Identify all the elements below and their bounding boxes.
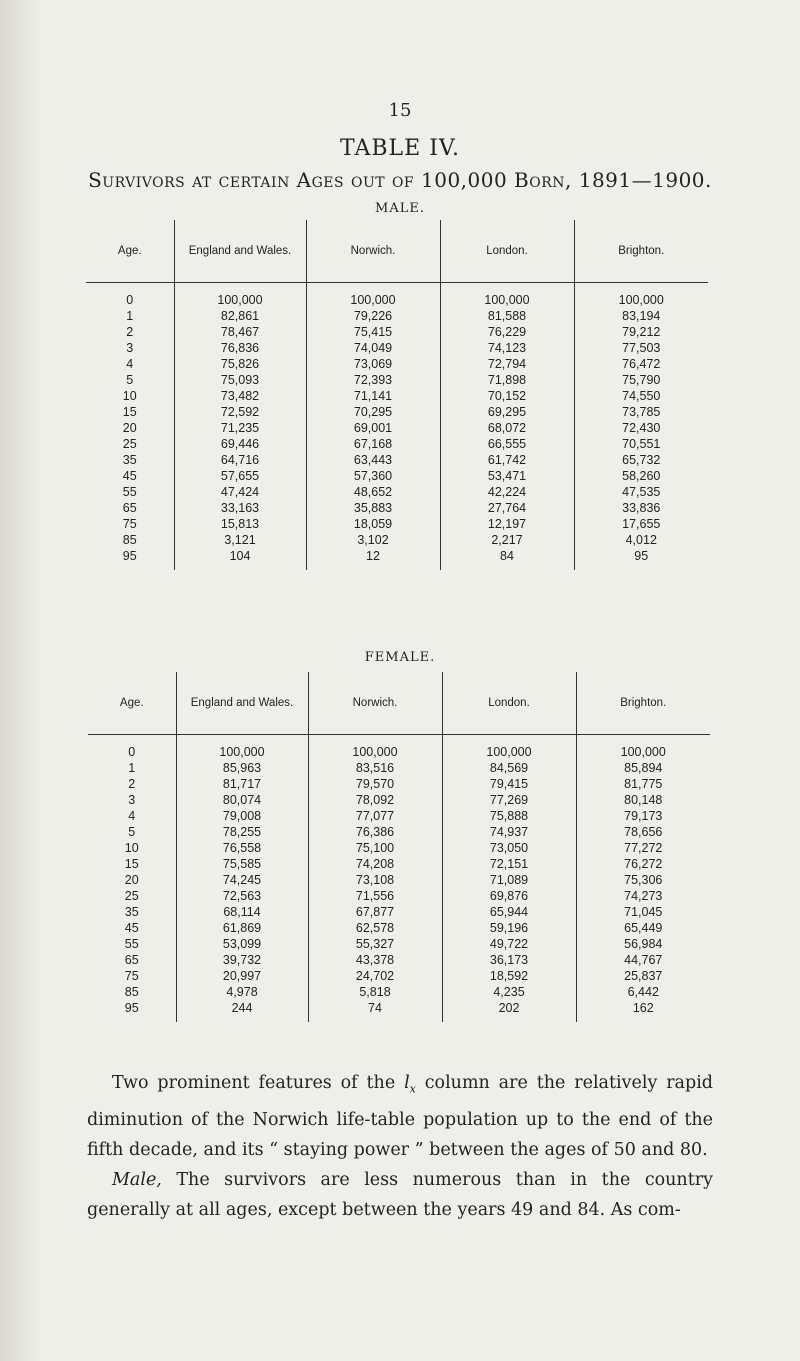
male-header-col-2: Norwich. (306, 220, 440, 283)
table-cell: 1 (86, 308, 174, 324)
table-cell: 4,235 (442, 984, 576, 1000)
female-header-col-4: Brighton. (576, 672, 710, 735)
table-cell: 70,295 (306, 404, 440, 420)
table-cell: 77,269 (442, 792, 576, 808)
table-cell: 67,168 (306, 436, 440, 452)
table-cell: 0 (88, 735, 176, 761)
table-cell: 4,012 (625, 533, 657, 547)
table-cell: 71,235 (174, 420, 306, 436)
table-cell: 71,898 (440, 372, 574, 388)
table-cell: 78,092 (308, 792, 442, 808)
table-cell: 75,888 (442, 808, 576, 824)
table-cell: 75 (88, 968, 176, 984)
table-cell: 77,272 (624, 841, 663, 855)
table-cell: 3 (88, 792, 176, 808)
table-row (88, 920, 710, 936)
table-cell: 73,108 (308, 872, 442, 888)
table-cell: 67,877 (308, 904, 442, 920)
table-row (86, 340, 708, 356)
table-cell: 70,551 (622, 437, 661, 451)
table-row (86, 420, 708, 436)
table-row (88, 824, 710, 840)
table-cell: 74,049 (306, 340, 440, 356)
table-cell: 100,000 (442, 735, 576, 761)
table-row (88, 1000, 710, 1022)
table-cell: 0 (86, 283, 174, 309)
paragraph-2 (87, 1165, 713, 1225)
table-row (88, 936, 710, 952)
table-cell: 48,652 (306, 484, 440, 500)
table-cell: 80,148 (624, 793, 663, 807)
table-cell: 73,069 (306, 356, 440, 372)
table-cell: 76,229 (440, 324, 574, 340)
table-cell: 69,876 (442, 888, 576, 904)
table-cell: 68,072 (440, 420, 574, 436)
table-cell: 81,717 (176, 776, 308, 792)
table-row (86, 548, 708, 570)
table-cell: 72,430 (622, 421, 661, 435)
table-cell: 3,102 (306, 532, 440, 548)
table-row (88, 856, 710, 872)
table-cell: 5 (88, 824, 176, 840)
table-cell: 72,393 (306, 372, 440, 388)
table-cell: 95 (86, 548, 174, 570)
table-cell: 78,467 (174, 324, 306, 340)
table-cell: 3 (86, 340, 174, 356)
table-cell: 55,327 (308, 936, 442, 952)
table-row (88, 792, 710, 808)
table-cell: 81,775 (624, 777, 663, 791)
table-cell: 80,074 (176, 792, 308, 808)
table-cell: 74,550 (622, 389, 661, 403)
paragraph-2-rest: The survivors are less numerous than in the country generally at all ages, except between the years 49 and 84. As com- (87, 1169, 713, 1220)
table-cell: 83,194 (622, 309, 661, 323)
table-cell: 75,826 (174, 356, 306, 372)
table-cell: 162 (632, 1001, 654, 1015)
table-cell: 82,861 (174, 308, 306, 324)
table-cell: 62,578 (308, 920, 442, 936)
table-cell: 18,592 (442, 968, 576, 984)
table-cell: 65,449 (624, 921, 663, 935)
table-row (88, 984, 710, 1000)
table-cell: 70,152 (440, 388, 574, 404)
table-cell: 95 (88, 1000, 176, 1022)
table-cell: 79,570 (308, 776, 442, 792)
table-cell: 74 (308, 1000, 442, 1022)
table-cell: 74,273 (624, 889, 663, 903)
table-cell: 57,360 (306, 468, 440, 484)
lx-symbol: $l_x$ (404, 1073, 416, 1096)
table-cell: 69,446 (174, 436, 306, 452)
table-row (88, 872, 710, 888)
table-cell: 100,000 (620, 745, 666, 759)
table-cell: 76,472 (622, 357, 661, 371)
table-cell: 76,386 (308, 824, 442, 840)
table-cell: 39,732 (176, 952, 308, 968)
table-cell: 15 (88, 856, 176, 872)
table-cell: 78,656 (624, 825, 663, 839)
table-cell: 84 (440, 548, 574, 570)
table-cell: 35,883 (306, 500, 440, 516)
table-cell: 73,482 (174, 388, 306, 404)
table-cell: 17,655 (622, 517, 661, 531)
paragraph-1-rest: column are the relatively rapid diminution of the Norwich life-table population up to the end of the fifth decade, and its “ staying power ” between the ages of 50 and 80. (87, 1073, 713, 1160)
table-cell: 79,226 (306, 308, 440, 324)
table-row (86, 356, 708, 372)
table-cell: 79,008 (176, 808, 308, 824)
table-cell: 20 (88, 872, 176, 888)
table-subtitle: Survivors at certain Ages out of 100,000 Born, 1891—1900. (88, 168, 712, 192)
table-row (88, 968, 710, 984)
table-cell: 15,813 (174, 516, 306, 532)
table-row (86, 308, 708, 324)
table-row (88, 840, 710, 856)
table-cell: 10 (86, 388, 174, 404)
table-cell: 44,767 (624, 953, 663, 967)
table-cell: 4 (88, 808, 176, 824)
table-cell: 53,099 (176, 936, 308, 952)
table-cell: 100,000 (440, 283, 574, 309)
table-cell: 77,077 (308, 808, 442, 824)
paragraph-1 (87, 1068, 713, 1165)
table-cell: 27,764 (440, 500, 574, 516)
table-cell: 71,089 (442, 872, 576, 888)
table-cell: 66,555 (440, 436, 574, 452)
table-cell: 65 (86, 500, 174, 516)
table-cell: 35 (86, 452, 174, 468)
table-cell: 61,742 (440, 452, 574, 468)
table-cell: 6,442 (627, 985, 659, 999)
table-cell: 100,000 (174, 283, 306, 309)
table-cell: 78,255 (176, 824, 308, 840)
table-cell: 100,000 (618, 293, 664, 307)
table-row (88, 808, 710, 824)
table-row (86, 532, 708, 548)
paragraph-2-lead: Male, (112, 1169, 162, 1190)
table-row (88, 760, 710, 776)
table-cell: 100,000 (308, 735, 442, 761)
table-row (86, 388, 708, 404)
table-row (86, 500, 708, 516)
table-cell: 100,000 (176, 735, 308, 761)
table-cell: 74,245 (176, 872, 308, 888)
male-section-label: MALE. (375, 201, 425, 216)
table-cell: 69,295 (440, 404, 574, 420)
table-cell: 75,415 (306, 324, 440, 340)
table-row (88, 952, 710, 968)
table-cell: 75 (86, 516, 174, 532)
female-header-col-1: England and Wales. (176, 672, 308, 735)
table-cell: 25,837 (624, 969, 663, 983)
table-row (88, 776, 710, 792)
table-title: TABLE IV. (340, 136, 460, 161)
table-cell: 76,836 (174, 340, 306, 356)
table-cell: 45 (88, 920, 176, 936)
table-cell: 75,100 (308, 840, 442, 856)
table-cell: 85 (88, 984, 176, 1000)
table-cell: 33,836 (622, 501, 661, 515)
table-cell: 57,655 (174, 468, 306, 484)
table-cell: 84,569 (442, 760, 576, 776)
table-row (86, 404, 708, 420)
table-cell: 65 (88, 952, 176, 968)
table-cell: 64,716 (174, 452, 306, 468)
table-cell: 35 (88, 904, 176, 920)
table-cell: 65,732 (622, 453, 661, 467)
table-row (86, 283, 708, 309)
table-cell: 53,471 (440, 468, 574, 484)
female-header-col-0: Age. (88, 672, 176, 735)
table-row (86, 516, 708, 532)
table-cell: 45 (86, 468, 174, 484)
table-cell: 95 (634, 549, 649, 563)
table-cell: 36,173 (442, 952, 576, 968)
table-row (86, 324, 708, 340)
table-row (88, 735, 710, 761)
table-row (86, 468, 708, 484)
table-cell: 75,306 (624, 873, 663, 887)
table-cell: 76,558 (176, 840, 308, 856)
page-number: 15 (388, 100, 412, 121)
table-cell: 12,197 (440, 516, 574, 532)
body-text (87, 1068, 713, 1225)
male-header-col-0: Age. (86, 220, 174, 283)
male-header-col-3: London. (440, 220, 574, 283)
table-row (86, 452, 708, 468)
table-cell: 20,997 (176, 968, 308, 984)
table-cell: 25 (88, 888, 176, 904)
female-table-body (88, 735, 710, 1023)
table-cell: 75,585 (176, 856, 308, 872)
table-cell: 81,588 (440, 308, 574, 324)
table-cell: 2 (86, 324, 174, 340)
table-cell: 3,121 (174, 532, 306, 548)
table-cell: 49,722 (442, 936, 576, 952)
table-cell: 42,224 (440, 484, 574, 500)
table-cell: 5,818 (308, 984, 442, 1000)
table-cell: 244 (176, 1000, 308, 1022)
table-cell: 33,163 (174, 500, 306, 516)
table-cell: 75,790 (622, 373, 661, 387)
table-cell: 20 (86, 420, 174, 436)
table-cell: 5 (86, 372, 174, 388)
female-section-label: FEMALE. (364, 650, 436, 665)
table-cell: 55 (88, 936, 176, 952)
table-cell: 85,963 (176, 760, 308, 776)
female-header-row (88, 672, 710, 735)
male-header-col-4: Brighton. (574, 220, 708, 283)
table-cell: 43,378 (308, 952, 442, 968)
table-cell: 69,001 (306, 420, 440, 436)
table-cell: 63,443 (306, 452, 440, 468)
table-cell: 10 (88, 840, 176, 856)
table-cell: 77,503 (622, 341, 661, 355)
table-cell: 202 (442, 1000, 576, 1022)
table-cell: 55 (86, 484, 174, 500)
table-cell: 56,984 (624, 937, 663, 951)
table-cell: 12 (306, 548, 440, 570)
table-row (86, 484, 708, 500)
table-cell: 15 (86, 404, 174, 420)
table-cell: 25 (86, 436, 174, 452)
table-cell: 2,217 (440, 532, 574, 548)
table-cell: 72,794 (440, 356, 574, 372)
table-row (86, 372, 708, 388)
table-cell: 61,869 (176, 920, 308, 936)
table-cell: 2 (88, 776, 176, 792)
table-cell: 47,424 (174, 484, 306, 500)
paragraph-1-lead: Two prominent features of the (112, 1073, 405, 1093)
table-cell: 72,592 (174, 404, 306, 420)
table-cell: 71,141 (306, 388, 440, 404)
table-cell: 79,173 (624, 809, 663, 823)
table-cell: 1 (88, 760, 176, 776)
table-cell: 83,516 (308, 760, 442, 776)
table-cell: 74,208 (308, 856, 442, 872)
male-table-body (86, 283, 708, 571)
table-cell: 74,937 (442, 824, 576, 840)
table-cell: 100,000 (306, 283, 440, 309)
table-cell: 65,944 (442, 904, 576, 920)
table-cell: 68,114 (176, 904, 308, 920)
table-cell: 85,894 (624, 761, 663, 775)
table-cell: 24,702 (308, 968, 442, 984)
table-cell: 79,212 (622, 325, 661, 339)
table-cell: 59,196 (442, 920, 576, 936)
table-cell: 79,415 (442, 776, 576, 792)
table-cell: 58,260 (622, 469, 661, 483)
table-cell: 74,123 (440, 340, 574, 356)
table-cell: 4 (86, 356, 174, 372)
table-cell: 72,563 (176, 888, 308, 904)
table-cell: 75,093 (174, 372, 306, 388)
female-survivors-table (88, 672, 710, 1022)
table-cell: 72,151 (442, 856, 576, 872)
table-cell: 71,556 (308, 888, 442, 904)
table-cell: 4,978 (176, 984, 308, 1000)
table-row (86, 436, 708, 452)
female-header-col-3: London. (442, 672, 576, 735)
table-cell: 76,272 (624, 857, 663, 871)
table-row (88, 904, 710, 920)
table-cell: 18,059 (306, 516, 440, 532)
male-header-row (86, 220, 708, 283)
table-cell: 47,535 (622, 485, 661, 499)
table-cell: 71,045 (624, 905, 663, 919)
female-header-col-2: Norwich. (308, 672, 442, 735)
table-cell: 73,785 (622, 405, 661, 419)
male-survivors-table (86, 220, 708, 570)
table-row (88, 888, 710, 904)
table-cell: 73,050 (442, 840, 576, 856)
table-cell: 85 (86, 532, 174, 548)
table-cell: 104 (174, 548, 306, 570)
male-header-col-1: England and Wales. (174, 220, 306, 283)
